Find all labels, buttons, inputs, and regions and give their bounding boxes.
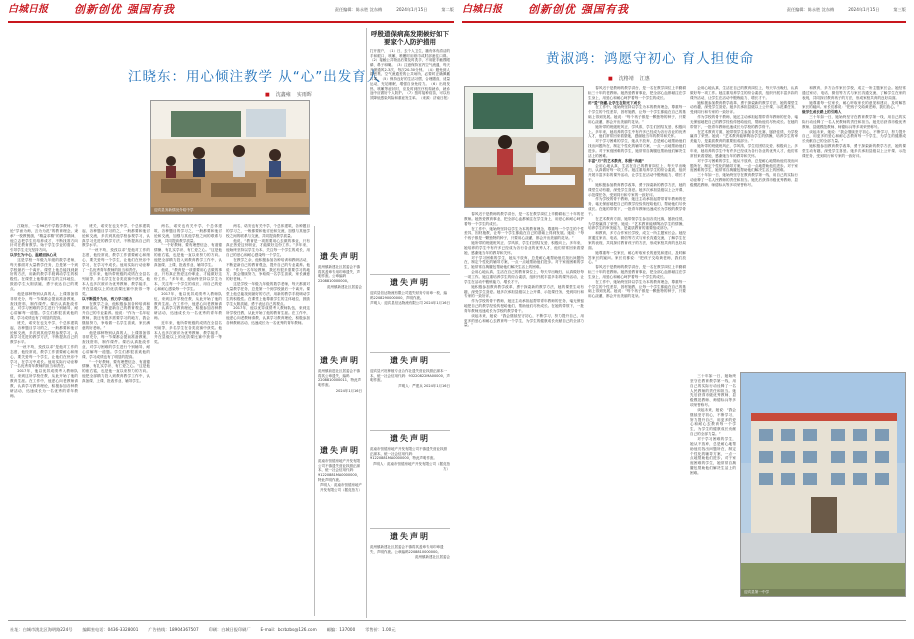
footer-address: 社址：白城市洮北区海明路224号: [10, 627, 73, 633]
article-1-byline: [265, 92, 312, 99]
paragraph: 谈起未来，她说：“我会继续坚守初心，不断学习，努力提升自己，用更多的爱心和耐心去教育每一个学生，为学生的健康成长贡献自己的全部力量。”: [802, 129, 906, 144]
paragraph: 作为学校的骨干教师，她还主动承担起帮带青年教师的任务，毫无保留地把自己的教学经验传授给他们，帮助他们尽快成长。在她的带领下，一批青年教师迅速成长为学校的教学骨干。: [588, 197, 686, 216]
article-1-column-3: [154, 224, 222, 614]
paragraph: 在艺术教育方面，她带领学生参加各类比赛，屡获佳绩，为学校赢得了荣誉。她说：“艺术教育能够陶冶学生的情操，培养学生的审美能力，是素质教育的重要组成部分。”: [588, 216, 686, 231]
notice-signature: 2024年1月16日: [335, 388, 362, 393]
editor-line: 责任编辑：陈永胜 沈东梅: [334, 7, 383, 13]
box-divider: [370, 274, 450, 275]
paragraph: 和教育，多方合作家长学校，成立一所主题家长会。她经常通过家访、电话、微信等方式与家长沟通交流，了解学生在家的表现，共同探讨教育孩子的方法，形成家校共育的良好局面。: [802, 86, 906, 100]
page-footer: [10, 625, 904, 635]
paragraph: 班关，诺安在也支中学，个总体建筑起，各种题目学习的之，一般都要和他讨论和交流，多次到其他学校参观学习，认真学习先进的教学方法，不断提高自己的教学水平。: [82, 224, 150, 248]
health-tips-box: [370, 30, 450, 270]
editor-line-right: 责任编辑：陈永胜 沈东梅: [786, 7, 835, 13]
right-header-rule: [462, 21, 906, 23]
article-2-column-0: [464, 212, 584, 596]
article-1-column-1: [10, 224, 78, 614]
paragraph: 近年来，他所带班级的成绩在全县名列前茅，多名学生在各类竞赛中获奖。他本人也多次被评为优秀教师、教学能手，并在县级以上的优质课比赛中获得一等奖。: [82, 272, 150, 296]
notice-body: 洮南市恒德房地产开发有限公司不慎遗失营业执照正副本，统一社会信用代码：91220881MA0000000，特此声明作废。: [318, 458, 361, 482]
notice-body: 洮南市恒德房地产开发有限公司不慎遗失营业执照正副本，统一社会信用代码：91220881MA0000000，特此声明作废。: [370, 446, 447, 461]
issue-date: 2024年1月15日: [396, 7, 428, 13]
article-1-headline: 江晓东：用心倾注教学 从“心”出发育人: [128, 69, 382, 85]
paragraph: 会用心地认真，生活在自己的教育岗位上，每天早出晚归，认真做好每一项工作。她注重培养学生的综合素质，组织开展丰富多彩的课外活动，让学生在活动中锻炼能力、增长才干。: [464, 270, 584, 284]
footer-rule: [8, 620, 906, 621]
byline-pen-icon: ■: [608, 76, 613, 82]
health-tips-body: 打开窗户，（1）日，去个人卫生，播有体有清洁的手和眼口，咳嗽、喷嚏时用纸巾或肘部遮住口鼻。（2）接触公共物品后要及时洗手，不用脏手触摸眼睛、鼻子和嘴。（3）注意保持室内空气流通，每天开窗通风2-3次，每次20-30分钟。（4）避免到人群密集、空气流通差的公共场所，必要时正确佩戴口罩。（5）保持良好的生活习惯，合理膳食，适量运动，充足睡眠，增强自身免疫力。（6）出现发热、咳嗽等症状时，应及时到医疗机构就诊，就诊途中应做好个人防护。（7）按时接种疫苗，可以有效降低感染风险和重症发生率。（来源：济南日报）: [370, 48, 450, 101]
notice-5: [370, 356, 450, 426]
article-1-photo: [150, 100, 310, 215]
notice-signature: 声明人：严建兵 2024年1月16日: [398, 383, 450, 388]
paragraph: 会用心地认真，生活在自己的教育岗位上，每天早出晚归，认真做好每一项工作。她注重培养学生的综合素质，组织开展丰富多彩的课外活动，让学生在活动中锻炼能力、增长才干。: [690, 86, 798, 100]
paragraph: 三十年如一日，她始终坚守在教育教学第一线，用自己的实际行动诠释了一名人民教师的责任和担当。她先后获得市级优秀教师、县级模范教师、师德标兵等多项荣誉称号。: [690, 374, 736, 408]
footer-print: 印刷：白城日报印刷厂: [208, 627, 251, 633]
byline-photographer: 实雨晖: [296, 92, 312, 98]
photo-caption: 迎宾县第一中学: [741, 589, 905, 596]
notice-2: [318, 356, 362, 436]
notice-title: 遗失声明: [320, 446, 360, 455]
footer-phone: 编辑室电话：0436-3328001: [82, 627, 139, 633]
notice-signature: 声明人：洮南市恒德房地产开发有限公司（据竞拍方）: [320, 483, 362, 493]
paragraph: 她所带的班级班风正、学风浓，学生们团结友爱、积极向上。多年来，她培养的学生中有许多已经成为各行各业的优秀人才，他们常常回来看望她，感谢她当年的教导和关怀。: [464, 241, 584, 255]
paragraph: 作为学校的骨干教师，她还主动承担起帮带青年教师的任务，毫无保留地把自己的教学经验传授给他们，帮助他们尽快成长。在她的带领下，一批青年教师迅速成长为学校的教学骨干。: [464, 299, 584, 313]
column-divider: [314, 226, 315, 616]
paragraph: 春风迟于是教师的教学讲台，是一名在教学岗位上辛勤耕耘三十年的老教师。她热爱教育事业，把全部心血都倾注在学生身上，用爱心和耐心呵护着每一个学生的成长。: [588, 86, 686, 100]
health-tips-title: 呼殷道保病高发期候好如下要家个人防护措用: [371, 30, 449, 47]
footer-postcode: 邮编：137000: [326, 627, 356, 633]
box-divider: [370, 352, 450, 353]
footer-price: 零售价：1.00元: [365, 627, 396, 633]
paragraph: 谈起未来，她说：“我会继续坚守初心，不断学习，努力提升自己，用更多的爱心和耐心去教育每一个学生，为学生的健康成长贡献自己的全部力量。”: [464, 313, 584, 328]
paragraph: 2017年，他以优异成绩考入教师队伍，来到这所学校任教，从此开始了他的教育生涯。在工作中，他虚心向老教师请教，认真学习教育理论，积极参加各种教研活动，迅速成长为一名优秀的青年教师。: [10, 369, 78, 398]
notice-signature: 声明人：迎宾县信达物流有限公司 2024年1月16日: [370, 301, 450, 306]
paragraph: 会用心地认真，生活在自己的教育岗位上，每天早出晚归，认真做好每一项工作。她注重培养学生的综合素质，组织开展丰富多彩的课外活动，让学生在活动中锻炼能力、增长才干。: [588, 163, 686, 183]
article-1-column-4: [226, 224, 310, 614]
byline-photographer: 江惠: [639, 76, 650, 82]
paragraph: 在工作中，她始终坚持以学生为本的教育理念，尊重每一个学生的个性差异，因材施教，让每一个学生都能在自己的基础上得到发展。她说：“每个孩子都是一颗独特的种子，只要用心浇灌，都会开出美丽的花朵。”: [464, 226, 584, 241]
box-divider: [370, 430, 450, 431]
paragraph: 她积极参加教育教学改革，勇于探索新的教学方法，她的课堂生动有趣，深受学生喜爱。她多次承担县级以上公开课、示范课任务，受到同行和专家的一致好评。: [690, 100, 798, 115]
paragraph: 在教学之余，他积极参加各种培训和教研活动，不断更新自己的教育观念，提升自己的专业素养。他说：“作为一名年轻教师，我还有很多需要学习的地方，我会继续努力，争取做一名学生喜欢、家长满意的好老师。”: [226, 257, 310, 282]
byline-author: 沈格靖: [618, 76, 634, 82]
article-2-column-2: [690, 86, 798, 370]
paragraph: “一丝不苟，孜孜以求”是他对工作的态度，他经常说，教学工作需要耐心和细心，要关爱每一个学生，让他们在快乐中学习，在学习中成长。他用实际行动诠释了一名优秀青年教师的担当和责任。: [10, 345, 78, 369]
footer-email: E-mail：bcrbzbs@126.com: [260, 627, 317, 633]
subheading: 用“爱”浇灌,让学生在阳光下成长: [588, 100, 641, 105]
right-page-header: [462, 0, 906, 20]
notice-body: 迎宾县信达物流有限公司遗失财务专用章一枚，编码2208290000000，声明作废。: [370, 290, 447, 300]
paragraph: 江晓东，一名96后中学数学教师。不论“学而为师，言为为范”的教育理念，秉承“一校教链旗，“精益求精”的教学精神，他立志把学生们培养成才，不断找准方向针对在教育教学。始于学生学业的需求，引导学生走完坚持方向。: [10, 224, 78, 253]
paragraph: 在工作中，她始终坚持以学生为本的教育理念，尊重每一个学生的个性差异，因材施教，让每一个学生都能在自己的基础上得到发展。她说：“每个孩子都是一颗独特的种子，只要用心浇灌，都会开出美丽的花朵。”: [588, 279, 686, 299]
page-meta: [335, 7, 454, 13]
paragraph: 她所带的班级班风正、学风浓，学生们团结友爱、积极向上。多年来，她培养的学生中有许多已经成为各行各业的优秀人才，他们常常回来看望她，感谢她当年的教导和关怀。: [690, 144, 798, 158]
paragraph: 三十年如一日，她始终坚守在教育教学第一线，用自己的实际行动诠释了一名人民教师的责任和担当。她先后获得市级优秀教师、县级模范教师、师德标兵等多项荣誉称号。: [690, 173, 798, 187]
notice-title: 遗失声明: [390, 532, 430, 541]
paragraph: 春风迟于是教师的教学讲台，是一名在教学岗位上辛勤耕耘三十年的老教师。她热爱教育事业，把全部心血都倾注在学生身上，用爱心和耐心呵护着每一个学生的成长。: [464, 212, 584, 226]
paragraph: 近年来，他所带班级的成绩在全县名列前茅，多名学生在各类竞赛中获奖。他本人也多次被评为优秀教师、教学能手，并在县级以上的优质课比赛中获得一等奖。: [154, 320, 222, 345]
article-2-column-3: [802, 86, 906, 370]
classroom-photo: [151, 101, 310, 215]
notice-signature: 洮州镇新建社区居委会: [327, 284, 362, 289]
notice-3: [318, 446, 362, 526]
photo-caption: 迎宾县务新情况介绍中学: [151, 207, 309, 214]
notice-body: 迎宾县兴旺种植专业合作社遗失营业执照正副本一本，统一社会信用代码：93220822MA00000，声明作废。: [370, 368, 450, 383]
paragraph: 对于学习困难的学生，她从不放弃，总是耐心地帮助他们找出问题所在，制定个性化的辅导方案，一点一点地帮助他们进步。对于家庭困难的学生，她常常自掏腰包帮助他们解决生活上的困难。: [464, 255, 584, 270]
paragraph: “一丝不苟，孜孜以求”是他对工作的态度，他经常说，教学工作需要耐心和细心，要关爱每一个学生，让他们在快乐中学习，在学习中成长。他用实际行动诠释了一名优秀青年教师的担当和责任。: [82, 248, 150, 272]
notice-title: 遗失声明: [390, 356, 430, 365]
paragraph: 她尊重每一位家长，耐心听取家长的意见和建议，及时解答家长的疑问。家长们都说：“把孩子交给黄老师，我们放心。”: [588, 250, 686, 265]
paragraph: 她积极参加教育教学改革，勇于探索新的教学方法，她的课堂生动有趣，深受学生喜爱。她多次承担县级以上公开课、示范课任务，受到同行和专家的一致好评。: [464, 284, 584, 299]
paragraph: 他说，“教育是一项需要用心去做的事业，只有真正热爱这份职业，才能做好这份工作。”多年来，他始终坚持以学生为本，关注每一个学生的成长，用自己的爱心和耐心感染每一个学生。: [226, 238, 310, 258]
byline-pen-icon: ■: [265, 92, 270, 98]
page-number: 第二版: [441, 7, 454, 13]
article-2-column-1: [588, 86, 686, 596]
subheading: 做学生成长路上的引路人: [802, 110, 842, 115]
paragraph: 春风迟于是教师的教学讲台，是一名在教学岗位上辛勤耕耘三十年的老教师。她热爱教育事业，把全部心血都倾注在学生身上，用爱心和耐心呵护着每一个学生的成长。: [588, 265, 686, 279]
paragraph: 她积极参加教育教学改革，勇于探索新的教学方法，她的课堂生动有趣，深受学生喜爱。她多次承担县级以上公开课、示范课任务，受到同行和专家的一致好评。: [588, 182, 686, 197]
box-divider: [370, 528, 450, 529]
paragraph: 三十年如一日，她始终坚守在教育教学第一线，用自己的实际行动诠释了一名人民教师的责任和担当。她先后获得市级优秀教师、县级模范教师、师德标兵等多项荣誉称号。: [802, 115, 906, 129]
column-divider: [366, 28, 367, 618]
paragraph: 她尊重每一位家长，耐心听取家长的意见和建议，及时解答家长的疑问。家长们都说：“把孩子交给黄老师，我们放心。”: [802, 100, 906, 110]
paragraph: 这是学校一年级九年级的数学老师，每天都面对大量教学任务，总是第一个到学校最后一个离开。课堂上他总能找到最好的方法，用新的教学手段调动学生的积极性。在课堂上他尊重学生的主体地位，鼓励学生大胆质疑，勇于表达自己的观点。: [226, 282, 310, 306]
subheading: 以学生为中心，温暖而执心灵: [10, 253, 57, 258]
newspaper-logo: 白城日报: [8, 4, 48, 16]
school-building-photo: [740, 372, 906, 597]
column-slogan-right: 创新创优 强国有我: [528, 2, 629, 16]
column-slogan: 创新创优 强国有我: [74, 2, 175, 16]
paragraph: 两名，诺安也有关中学，个总体建筑，各种题目的学习之，一般都要和他讨论和交流，加强与其他学校之间的联系与交流，共同提高教学质量。: [154, 224, 222, 243]
notice-title: 遗失声明: [390, 278, 430, 287]
notice-title: 遗失声明: [320, 356, 360, 365]
page-number-right: 第三版: [893, 7, 906, 13]
paragraph: 他是那种特别认真的人，上课准备得非常充分，每一节课都会提前准备教案，查找资料，制作课件。课后认真批改作业，对学习困难的学生进行个别辅导，耐心讲解每一道题。学生们都很喜欢他的课，学习成绩也有了明显的提高。: [82, 330, 150, 359]
page-meta-right: [787, 7, 906, 13]
notice-title: 遗失声明: [390, 434, 430, 443]
paragraph: 作为学校的骨干教师，她还主动承担起帮带青年教师的任务，毫无保留地把自己的教学经验传授给他们，帮助他们尽快成长。在她的带领下，一批青年教师迅速成长为学校的教学骨干。: [690, 115, 798, 129]
article-2-photo-large: [464, 86, 584, 208]
school-building-image: [741, 373, 906, 597]
notice-signature: 洮州镇新建社区居委会: [415, 555, 450, 560]
paragraph: 谈起未来，她说：“我会继续坚守初心，不断学习，努力提升自己，用更多的爱心和耐心去教育每一个学生，为学生的健康成长贡献自己的全部力量。”: [690, 407, 736, 437]
paragraph: 两名，诺安也有关中学，个总体建筑，各种题目的学习之，一般都要和他讨论和交流，加强与其他学校之间的联系与交流，共同提高教学质量。: [226, 224, 310, 238]
article-2-byline: [608, 76, 650, 83]
notice-title: 遗失声明: [320, 252, 360, 261]
left-header-rule: [8, 21, 454, 23]
paragraph: 2017年，他以优异成绩考入教师队伍，来到这所学校任教，从此开始了他的教育生涯。在工作中，他虚心向老教师请教，认真学习教育理论，积极参加各种教研活动，迅速成长为一名优秀的青年教师。: [154, 291, 222, 321]
newspaper-logo-right: 白城日报: [462, 4, 502, 16]
paragraph: 在工作中，她始终坚持以学生为本的教育理念，尊重每一个学生的个性差异，因材施教，让每一个学生都能在自己的基础上得到发展。她说：“每个孩子都是一颗独特的种子，只要用心浇灌，都会开出美丽的花朵。”: [588, 105, 686, 124]
notice-7: [370, 532, 450, 612]
article-2-headline: 黄淑鸿：鸿愿守初心 育人担使命: [546, 51, 755, 67]
notice-1: [318, 252, 362, 342]
paragraph: 2017年，他以优异成绩考入教师队伍，来到这所学校任教，从此开始了他的教育生涯。在工作中，他虚心向老教师请教，认真学习教育理论，积极参加各种教研活动，迅速成长为一名优秀的青年教师。: [226, 306, 310, 325]
issue-date-right: 2024年1月15日: [848, 7, 880, 13]
paragraph: 在教学之余，他积极参加各种培训和教研活动，不断更新自己的教育观念，提升自己的专业素养。他说：“作为一名年轻教师，我还有很多需要学习的地方，我会继续努力，争取做一名学生喜欢、家长满意的好老师。”: [82, 301, 150, 330]
paragraph: 对于学习困难的学生，她从不放弃，总是耐心地帮助他们找出问题所在，制定个性化的辅导方案，一点一点地帮助他们进步。对于家庭困难的学生，她常常自掏腰包帮助他们解决生活上的困难。: [588, 139, 686, 158]
paragraph: “一个好教师，要有理想信念、有道德情操、有扎实学识、有仁爱之心。”这是他的座右铭，也是他一直以来努力的方向。他把全部精力投入到教育教学工作中，认真备课、上课、批改作业、辅导学生。: [82, 359, 150, 383]
paragraph: 她积极参加教育教学改革，勇于探索新的教学方法，她的课堂生动有趣，深受学生喜爱。她多次承担县级以上公开课、示范课任务，受到同行和专家的一致好评。: [802, 144, 906, 158]
paragraph: 他说，“教育是一项需要用心去做的事业，只有真正热爱这份职业，才能做好这份工作。”多年来，他始终坚持以学生为本，关注每一个学生的成长，用自己的爱心和耐心感染每一个学生。: [154, 267, 222, 291]
paragraph: “一个好教师，要有理想信念、有道德情操、有扎实学识、有仁爱之心。”这是他的座右铭，也是他一直以来努力的方向。他把全部精力投入到教育教学工作中，认真备课、上课、批改作业、辅导学生。: [154, 243, 222, 267]
paragraph: 对于学习困难的学生，她从不放弃，总是耐心地帮助他们找出问题所在，制定个性化的辅导方案，一点一点地帮助他们进步。对于家庭困难的学生，她常常自掏腰包帮助他们解决生活上的困难。: [690, 436, 736, 475]
article-2-column-4: [690, 374, 736, 596]
subheading: 以不断提升为乐，致力学习能力: [82, 296, 133, 301]
paragraph: 班关，诺安在也支中学，个总体建筑起，各种题目学习的之，一般都要和他讨论和交流，多次到其他学校参观学习，认真学习先进的教学方法，不断提高自己的教学水平。: [10, 320, 78, 345]
notice-6: [370, 434, 450, 524]
notice-body: 洮州镇新建社区居委会不慎将其盖章专用印章遗失，声明作废。公章编码2208810000000。: [318, 264, 360, 283]
subheading: 丰富“月”的艺术教育，积极“奔跑”: [588, 158, 645, 163]
byline-author: 沈鑫雍: [275, 92, 291, 98]
notice-4: [370, 278, 450, 348]
paragraph: 在艺术教育方面，她带领学生参加各类比赛，屡获佳绩，为学校赢得了荣誉。她说：“艺术教育能够陶冶学生的情操，培养学生的审美能力，是素质教育的重要组成部分。”: [690, 129, 798, 144]
paragraph: 这是学校一年级九年级的数学老师，每天都面对大量教学任务，总是第一个到学校最后一个离开。课堂上他总能找到最好的方法，用新的教学手段调动学生的积极性。在课堂上他尊重学生的主体地位，鼓励学生大胆质疑，勇于表达自己的观点。: [10, 257, 78, 291]
teacher-classroom-photo: [465, 87, 584, 208]
paragraph: 和教育，多方合作家长学校，成立一所主题家长会。她经常通过家访、电话、微信等方式与家长沟通交流，了解学生在家的表现，共同探讨教育孩子的方法，形成家校共育的良好局面。: [588, 231, 686, 250]
left-page-header: [8, 0, 454, 20]
notice-signature: 声明人：洮南市恒德房地产开发有限公司（据竞拍方）: [373, 461, 450, 471]
paragraph: 她所带的班级班风正、学风浓，学生们团结友爱、积极向上。多年来，她培养的学生中有许多已经成为各行各业的优秀人才，他们常常回来看望她，感谢她当年的教导和关怀。: [588, 124, 686, 139]
notice-body: 洮州镇前进社区居委会不慎将其公章遗失，编码2208810000011，特此声明作废。: [318, 368, 361, 387]
article-1-column-2: [82, 224, 150, 614]
notice-body: 洮州镇新建社区居委会不慎将其盖章专用印章遗失，声明作废。公章编码2208810000000。: [370, 544, 444, 554]
paragraph: 对于学习困难的学生，她从不放弃，总是耐心地帮助他们找出问题所在，制定个性化的辅导方案，一点一点地帮助他们进步。对于家庭困难的学生，她常常自掏腰包帮助他们解决生活上的困难。: [690, 158, 798, 173]
footer-ad: 广告热线：18904367507: [148, 627, 199, 633]
paragraph: 他是那种特别认真的人，上课准备得非常充分，每一节课都会提前准备教案，查找资料，制作课件。课后认真批改作业，对学习困难的学生进行个别辅导，耐心讲解每一道题。学生们都很喜欢他的课，学习成绩也有了明显的提高。: [10, 291, 78, 321]
